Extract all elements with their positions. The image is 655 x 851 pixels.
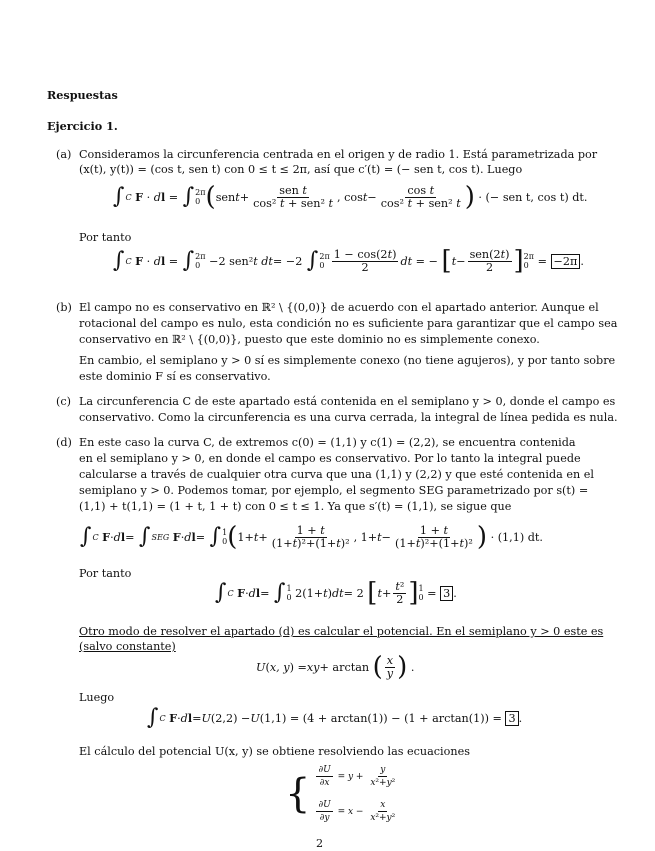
part-d-label: (d) <box>56 436 72 449</box>
part-d-line1: En este caso la curva C, de extremos c(0) = (1,1) y c(1) = (2,2), se encuentra contenida <box>79 436 576 449</box>
potential-equation: U ( x, y ) = xy + arctan ( $\frac{x}{y}$ ) . <box>256 652 415 682</box>
part-a-por-tanto: Por tanto <box>79 231 132 244</box>
luego-text: Luego <box>79 691 115 704</box>
page-number: 2 <box>316 837 324 850</box>
part-b-line5: este dominio F sí es conservativo. <box>79 370 271 383</box>
part-a-line2: (x(t), y(t)) = (cos t, sen t) con 0 ≤ t ≤ 2π, así que c′(t) = (− sen t, cos t). Luego <box>79 163 523 176</box>
part-d-equation-3: ∫ C F · d l = ∫ SEG F · d l = ∫ 1 0 ( 1+ t + $\frac{1 + t}{\text{(1+t)²+(1+t)²}}$ , 1+ t − $\frac{1 + t}{\text{(1+t)²+(1+t)²}}$ ) · (1,1) dt. <box>80 522 543 552</box>
part-b-line2: rotacional del campo es nulo, esta condición no es suficiente para garantizar que el campo sea <box>79 317 618 330</box>
part-a-result-box: −2π <box>551 254 581 269</box>
part-d-result-box-1: 3 <box>440 586 453 601</box>
part-d-equation-4: ∫ C F · d l = ∫ 1 0 2(1+ t ) dt = 2 [ t + $\frac{\text{t²}}{2}$ ] 1 0 = 3 . <box>215 578 457 608</box>
answers-heading: Respuestas <box>47 88 118 102</box>
part-c-line1: La circunferencia C de este apartado está contenida en el semiplano y > 0, donde el campo es <box>79 395 616 408</box>
part-a-equation-1: ∫ C F · d l = ∫ 2π 0 ( sen t + $\frac{\text{sen t}}{\text{cos² t + sen² t}}$ , cos t − $\frac{\text{cos t}}{\text{cos² t + sen² t}}$ ) · (− sen t, cos t) dt. <box>113 182 588 212</box>
potential-calc-intro: El cálculo del potencial U(x, y) se obtiene resolviendo las ecuaciones <box>79 745 470 758</box>
part-d-result-box-2: 3 <box>505 711 518 726</box>
alternative-method-line1: Otro modo de resolver el apartado (d) es calcular el potencial. En el semiplano y > 0 este es <box>79 625 604 638</box>
part-b-line1: El campo no es conservativo en ℝ² \ {(0,0)} de acuerdo con el apartado anterior. Aunque el <box>79 301 599 314</box>
part-d-equation-5: ∫ C F · d l = U (2,2) − U (1,1) = (4 + arctan(1)) − (1 + arctan(1)) = 3 . <box>147 705 523 730</box>
pde-system: { $\frac{\partial U}{\partial x}$ = y + $\frac{y}{\text{x²+y²}}$ $\frac{\partial U}{\partial y}$ = x − $\frac{x}{\text{x²+y²}}$ <box>285 764 399 824</box>
alternative-method-line2: (salvo constante) <box>79 640 176 653</box>
part-c-label: (c) <box>56 395 71 408</box>
part-a-line1: Consideramos la circunferencia centrada en el origen y de radio 1. Está parametrizada por <box>79 148 598 161</box>
part-b-label: (b) <box>56 301 72 314</box>
part-d-por-tanto: Por tanto <box>79 567 132 580</box>
part-c-line2: conservativo. Como la circunferencia es una curva cerrada, la integral de línea pedida es nula. <box>79 411 618 424</box>
part-d-line2: en el semiplano y > 0, en donde el campo es conservativo. Por lo tanto la integral puede <box>79 452 581 465</box>
part-a-label: (a) <box>56 148 72 161</box>
part-d-line4: semiplano y > 0. Podemos tomar, por ejemplo, el segmento SEG parametrizado por s(t) = <box>79 484 589 497</box>
pde-x: $\frac{\partial U}{\partial x}$ = y + $\frac{y}{\text{x²+y²}}$ <box>318 765 396 788</box>
exercise-title: Ejercicio 1. <box>47 119 118 133</box>
part-b-line3: conservativo en ℝ² \ {(0,0)}, puesto que este dominio no es simplemente conexo. <box>79 333 540 346</box>
part-d-eq3-tail: · (1,1) dt. <box>490 530 543 544</box>
part-d-line3: calcularse a través de cualquier otra curva que una (1,1) y (2,2) y que esté contenida en el <box>79 468 594 481</box>
part-a-eq1-tail: · (− sen t, cos t) dt. <box>478 190 588 204</box>
part-a-equation-2: ∫ C F · d l = ∫ 2π 0 −2 sen² t dt = −2 ∫ 2π 0 $\frac{1 - \cos(2t)}{2}$ dt = − [ t − $\frac{\text{sen(2t)}}{2}$ ] 2π 0 = −2π . <box>113 246 584 276</box>
part-d-line5: (1,1) + t(1,1) = (1 + t, 1 + t) con 0 ≤ t ≤ 1. Ya que s′(t) = (1,1), se sigue que <box>79 500 512 513</box>
pde-y: $\frac{\partial U}{\partial y}$ = x − $\frac{x}{\text{x²+y²}}$ <box>318 800 396 823</box>
part-b-line4: En cambio, el semiplano y > 0 sí es simplemente conexo (no tiene agujeros), y por tanto sobre <box>79 354 616 367</box>
